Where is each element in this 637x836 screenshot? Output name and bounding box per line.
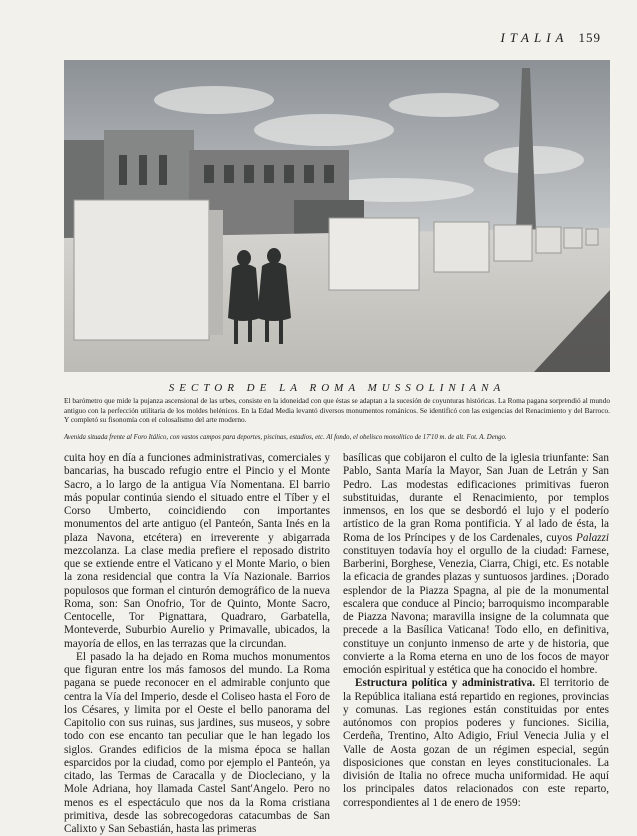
right-column: [343, 452, 609, 810]
left-paragraph-1: cuita hoy en día a funciones administrativas, comerciales y bancarias, ha buscado refugio entre el Pincio y el Monte Sacro, a lo largo de la antigua Vía Nomentana. El barrio más popular continúa siendo el situado entre el Tíber y el Corso Umberto, coincidiendo con importantes monumentos del arte antiguo (el Panteón, Santa Inés en la plaza Navona, etcétera) en irreverente y abigarrada mezcolanza. La clase media prefiere el reposado distrito que se extiende entre el Vaticano y el Monte Mario, o bien la zona residencial que contra la Vía Nazionale. Barrios populosos que forman el cinturón demográfico de la nueva Roma, son: San Onofrio, Tor de Quinto, Monte Sacro, Centocelle, Tor Pignattara, Quadraro, Garbatella, Monteverde, Suburbio Aurelio y Primavalle, ubicados, la mayoría de ellos, en las terrazas que la circundan.: [64, 452, 330, 650]
section-heading: Estructura política y administrativa.: [355, 677, 535, 690]
figure-caption: El barómetro que mide la pujanza ascensional de las urbes, consiste en la idoneidad con que éstas se adaptan a la sucesión de coyunturas históricas. La Roma pagana sorprendió al mundo antiguo con la perfección utilitaria de los moldes helénicos. En la Edad Media levantó diversos monumentos románicos. Se identificó con las exigencias del Renacimiento y del Barroco. Y completó su fisonomía con el colosalismo del arte moderno.: [64, 396, 610, 425]
right-paragraph-2: [343, 677, 609, 810]
photograph: [64, 60, 610, 372]
running-title: ITALIA: [500, 30, 569, 45]
figure-heading: SECTOR DE LA ROMA MUSSOLINIANA: [168, 382, 506, 394]
left-column: [64, 452, 330, 836]
right-paragraph-1-text-b: constituyen todavía hoy el orgullo de la ciudad: Farnese, Barberini, Borghese, Venezia, Ciarra, Chigi, etc. Es notable la eficacia de grandes plazas y suntuosos jardines. ¡Dorado esplendor de la Piazza Spagna, al pie de la monumental escalera que conduce al Pincio; barroquismo incomparable de Piazza Navona; maravilla insigne de la columnata que precede a la Basílica Vaticana! Todo ello, en definitiva, constituye un conjunto inmenso de arte y de historia, que convierte a la Roma eterna en uno de los focos de mayor emoción espiritual y estética que ha conocido el hombre.: [343, 544, 609, 676]
page-number: 159: [578, 30, 601, 45]
right-paragraph-1: [343, 452, 609, 677]
figure-credit: Avenida situada frente al Foro Itálico, con vastos campos para deportes, piscinas, estadios, etc. Al fondo, el obelisco monolítico de 17'10 m. de alt. Fot. A. Dengo.: [64, 434, 507, 441]
right-paragraph-1-text-a: basílicas que cobijaron el culto de la iglesia triunfante: San Pablo, Santa María la Mayor, San Juan de Letrán y San Pedro. Las modestas edificaciones primitivas fueron substituidas, durante el Renacimiento, por templos inmensos, en los que se desbordó el lujo y el poderío artístico de la gran Roma pontificia. Y al lado de ésta, la Roma de los Príncipes y de los Cardenales, cuyos: [343, 452, 609, 544]
left-paragraph-2: El pasado la ha dejado en Roma muchos monumentos que figuran entre los más famosos del mundo. La Roma pagana se puede reconocer en el admirable conjunto que centra la Vía del Imperio, desde el Coliseo hasta el Foro de los Césares, y limita por el Oeste el bello panorama del Capitolio con sus ruinas, sus jardines, sus museos, y sobre todo con ese encanto tan peculiar que le han legado los siglos. Grandes edificios de la misma época se hallan esparcidos por la ciudad, como por ejemplo el Panteón, ya citado, las Termas de Caracalla y de Diocleciano, y la Mole Adriana, hoy llamada Castel Sant'Angelo. Pero no menos es el espectáculo que nos da la Roma cristiana primitiva, desde las sobrecogedoras catacumbas de San Calixto y San Sebastián, hasta las primeras: [64, 650, 330, 835]
running-head: [500, 30, 601, 46]
photo-illustration: [64, 60, 610, 372]
palazzi-italic: Palazzi: [576, 531, 609, 544]
section-body: El territorio de la República italiana está repartido en regiones, provincias y comunas. Las regiones están constituidas por entes autónomos con propios poderes y funciones. Sicilia, Cerdeña, Trentino, Alto Adigio, Friul Venecia Julia y el Valle de Aosta gozan de un régimen especial, según disposiciones que constan en leyes constitucionales. La división de Italia no ofrece mucha uniformidad. He aquí los principales datos relacionados con este reparto, correspondientes al 1 de enero de 1959:: [343, 677, 609, 809]
